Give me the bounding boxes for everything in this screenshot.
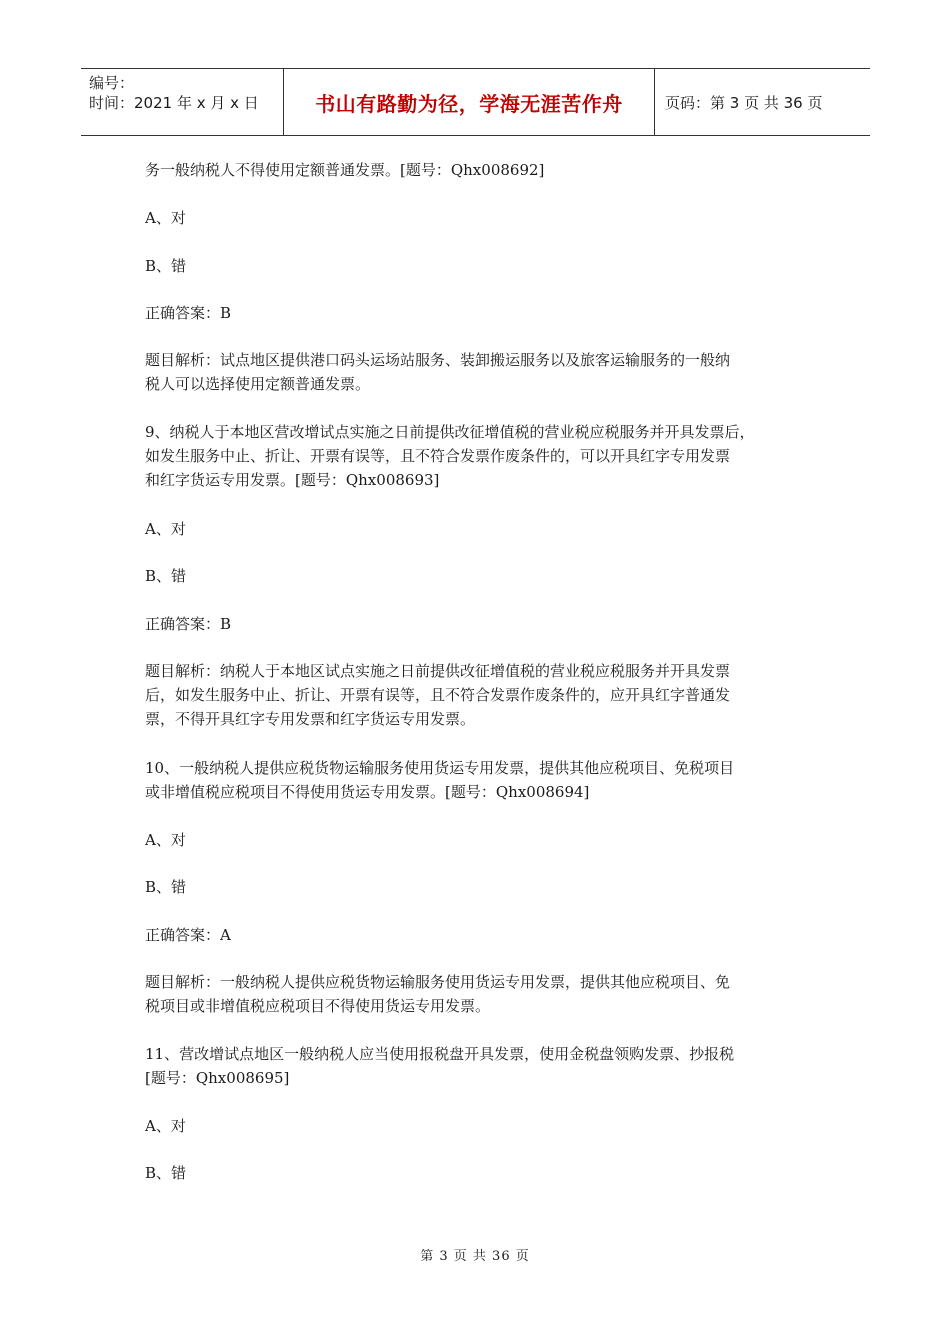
question-line: 10、一般纳税人提供应税货物运输服务使用货运专用发票，提供其他应税项目、免税项目 bbox=[145, 759, 735, 777]
time-label: 时间：2021 年 x 月 x 日 bbox=[89, 94, 259, 112]
analysis-line: 后，如发生服务中止、折让、开票有误等，且不符合发票作废条件的，应开具红字普通发 bbox=[145, 686, 731, 704]
option-b-label: B、错 bbox=[145, 878, 187, 896]
header-meta bbox=[81, 69, 283, 135]
question-line: 或非增值税应税项目不得使用货运专用发票。[题号：Qhx008694] bbox=[145, 783, 590, 801]
question-11 bbox=[145, 1042, 815, 1090]
document-header bbox=[81, 68, 870, 136]
option-b bbox=[145, 1161, 815, 1185]
option-a bbox=[145, 828, 815, 852]
analysis-line: 题目解析：一般纳税人提供应税货物运输服务使用货运专用发票，提供其他应税项目、免 bbox=[145, 973, 731, 991]
analysis bbox=[145, 659, 815, 731]
option-a bbox=[145, 206, 815, 230]
question-10 bbox=[145, 756, 815, 804]
answer-text: 正确答案：A bbox=[145, 926, 231, 944]
correct-answer bbox=[145, 923, 815, 947]
option-b-label: B、错 bbox=[145, 1164, 187, 1182]
analysis-line: 税项目或非增值税应税项目不得使用货运专用发票。 bbox=[145, 997, 491, 1015]
analysis-line: 税人可以选择使用定额普通发票。 bbox=[145, 375, 371, 393]
analysis bbox=[145, 348, 815, 396]
option-b-label: B、错 bbox=[145, 567, 187, 585]
option-a-label: A、对 bbox=[145, 520, 186, 538]
analysis bbox=[145, 970, 815, 1018]
question-text: 务一般纳税人不得使用定额普通发票。[题号：Qhx008692] bbox=[145, 161, 545, 179]
page-footer: 第 3 页 共 36 页 bbox=[420, 1249, 530, 1264]
question-9 bbox=[145, 420, 815, 492]
analysis-line: 题目解析：纳税人于本地区试点实施之日前提供改征增值税的营业税应税服务并开具发票 bbox=[145, 662, 731, 680]
question-line: [题号：Qhx008695] bbox=[145, 1069, 290, 1087]
option-b bbox=[145, 254, 815, 278]
option-b-label: B、错 bbox=[145, 257, 187, 275]
correct-answer bbox=[145, 301, 815, 325]
option-a-label: A、对 bbox=[145, 209, 186, 227]
question-line: 和红字货运专用发票。[题号：Qhx008693] bbox=[145, 471, 440, 489]
question-8-tail bbox=[145, 158, 815, 182]
question-line: 11、营改增试点地区一般纳税人应当使用报税盘开具发票，使用金税盘领购发票、抄报税 bbox=[145, 1045, 735, 1063]
question-line: 如发生服务中止、折让、开票有误等，且不符合发票作废条件的，可以开具红字专用发票 bbox=[145, 447, 731, 465]
answer-text: 正确答案：B bbox=[145, 615, 232, 633]
number-label: 编号： bbox=[89, 74, 135, 92]
correct-answer bbox=[145, 612, 815, 636]
option-a bbox=[145, 1114, 815, 1138]
option-a-label: A、对 bbox=[145, 831, 186, 849]
analysis-line: 题目解析：试点地区提供港口码头运场站服务、装卸搬运服务以及旅客运输服务的一般纳 bbox=[145, 351, 731, 369]
header-page-label: 页码：第 3 页 共 36 页 bbox=[665, 93, 823, 112]
header-motto: 书山有路勤为径，学海无涯苦作舟 bbox=[283, 69, 655, 135]
analysis-line: 票，不得开具红字专用发票和红字货运专用发票。 bbox=[145, 710, 476, 728]
question-line: 9、纳税人于本地区营改增试点实施之日前提供改征增值税的营业税应税服务并开具发票后， bbox=[145, 423, 755, 441]
option-b bbox=[145, 564, 815, 588]
option-b bbox=[145, 875, 815, 899]
answer-text: 正确答案：B bbox=[145, 304, 232, 322]
option-a bbox=[145, 517, 815, 541]
option-a-label: A、对 bbox=[145, 1117, 186, 1135]
